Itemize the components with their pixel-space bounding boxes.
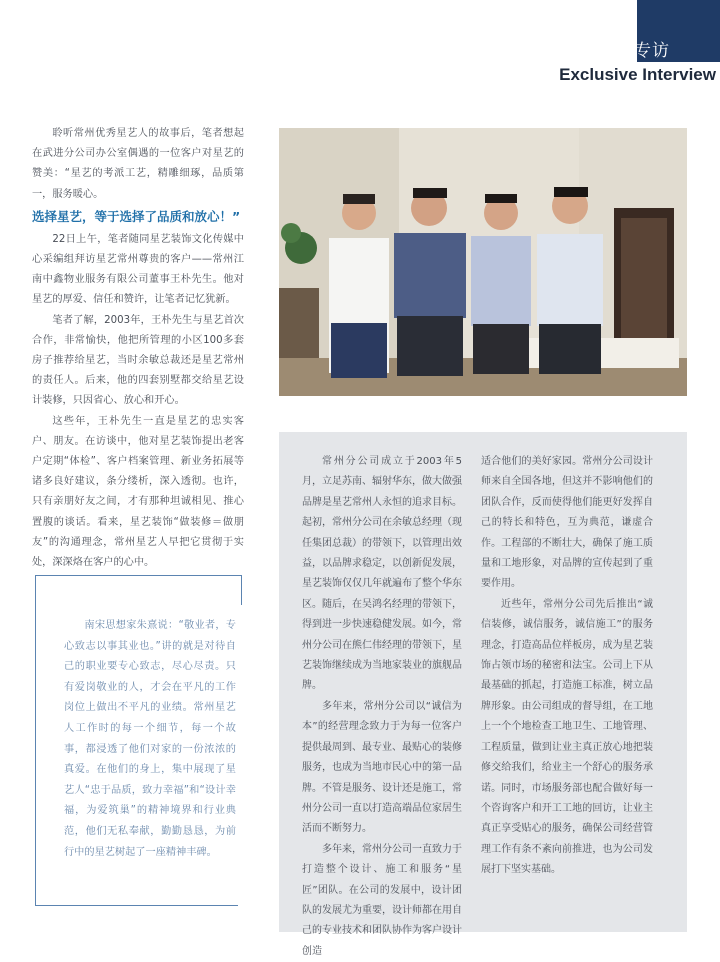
left-paragraph-4: 这些年，王朴先生一直是星艺的忠实客户、朋友。在访谈中，他对星艺装饰提出老客户定期“体检”、客户档案管理、新业务拓展等诸多良好建议，条分缕析，深入透彻。也许，只有亲朋好友之间，才有那种坦诚相见、推心置腹的谈话。看来，星艺装饰“做装修＝做朋友”的沟通理念，常州星艺人早把它贯彻于实处，深深烙在客户的心中。 xyxy=(32,415,244,569)
middle-paragraph-1: 常州分公司成立于2003年5月，立足苏南、辐射华东，做大做强品牌是星艺常州人永恒的追求目标。起初，常州分公司在余敏总经理（现任集团总裁）的带领下，以管理出效益，以品牌求稳定，以创新促发展，星艺装饰仅仅几年就遍布了整个华东区。随后，在吴鸿名经理的带领下，得到进一步快速稳健发展。如今，常州分公司在熊仁伟经理的带领下，星艺装饰继续成为当地家装业的旗舰品牌。 xyxy=(302,456,462,692)
right-paragraph-1: 适合他们的美好家园。常州分公司设计师来自全国各地，但这并不影响他们的团队合作，反而使得他们能更好发挥自己的特长和特色，互为典范，谦虚合作。工程部的不断壮大，确保了施工质量和工地形象，对品牌的宣传起到了重要作用。 xyxy=(481,456,653,590)
quote-frame-top-rule xyxy=(35,575,242,576)
section-title-en: Exclusive Interview xyxy=(559,65,716,84)
group-photo xyxy=(279,128,687,396)
pull-quote xyxy=(64,616,236,863)
left-paragraph-2: 22日上午，笔者随同星艺装饰文化传媒中心采编组拜访星艺常州尊贵的客户——常州江南中鑫物业服务有限公司董事王朴先生。他对星艺的厚爱、信任和赞许，让笔者记忆犹新。 xyxy=(32,233,244,306)
pull-quote-text: 南宋思想家朱熹说：“敬业者，专心致志以事其业也。”讲的就是对待自己的职业要专心致志，尽心尽责。只有爱岗敬业的人，才会在平凡的工作岗位上做出不平凡的业绩。常州星艺人工作时的每一个细节，每一个故事，都浸透了他们对家的一份浓浓的真爱。在他们的身上，集中展现了星艺人“忠于品质，致力幸福”和“设计幸福，为爱筑巢”的精神境界和行业典范，他们无私奉献，勤勤恳恳，为前行中的星艺树起了一座精神丰碑。 xyxy=(64,620,236,858)
section-title-cn: 专访 xyxy=(634,41,670,61)
highlight-quote: 选择星艺，等于选择了品质和放心！” xyxy=(32,208,241,224)
middle-paragraph-2: 多年来，常州分公司以“诚信为本”的经营理念致力于为每一位客户提供最周到、最专业、最贴心的装修服务，也成为当地市民心中的第一品牌。不管是服务、设计还是施工，常州分公司一直以打造高端品位家居生活而不断努力。 xyxy=(302,700,462,835)
right-article-column xyxy=(481,452,653,881)
left-paragraph-3: 笔者了解，2003年，王朴先生与星艺首次合作，非常愉快，他把所管理的小区100多套房子推荐给星艺，当时余敏总裁还是星艺常州的责任人。后来，他的四套别墅都交给星艺设计装修，只因省心、放心和开心。 xyxy=(32,314,244,407)
right-paragraph-2: 近些年，常州分公司先后推出“诚信装修，诚信服务，诚信施工”的服务理念，打造高品位样板房，成为星艺装饰占领市场的秘密和法宝。公司上下从最基础的抓起，打造施工标准，树立品牌形象。由公司组成的督导组，在工地上一个个地检查工地卫生、工地管理、工程质量，做到让业主真正放心地把装修交给我们，给业主一个舒心的服务承诺。同时，市场服务部也配合做好每一个咨询客户和开工工地的回访，让业主真正享受贴心的服务，确保公司经营管理工作有条不紊向前推进，也为公司发展打下坚实基础。 xyxy=(481,598,653,876)
quote-frame-right-tick xyxy=(241,575,242,605)
middle-paragraph-3: 多年来，常州分公司一直致力于打造整个设计、施工和服务“星匠”团队。在公司的发展中，设计团队的发展尤为重要，设计师都在用自己的专业技术和团队协作为客户设计创造 xyxy=(302,843,462,957)
middle-article-column xyxy=(302,452,462,962)
group-photo-illustration xyxy=(279,128,687,396)
left-article-column xyxy=(32,124,244,573)
left-paragraph-1: 聆听常州优秀星艺人的故事后，笔者想起在武进分公司办公室偶遇的一位客户对星艺的赞美：“星艺的考派工艺，精雕细琢，品质第一，服务暖心。 xyxy=(32,128,244,200)
